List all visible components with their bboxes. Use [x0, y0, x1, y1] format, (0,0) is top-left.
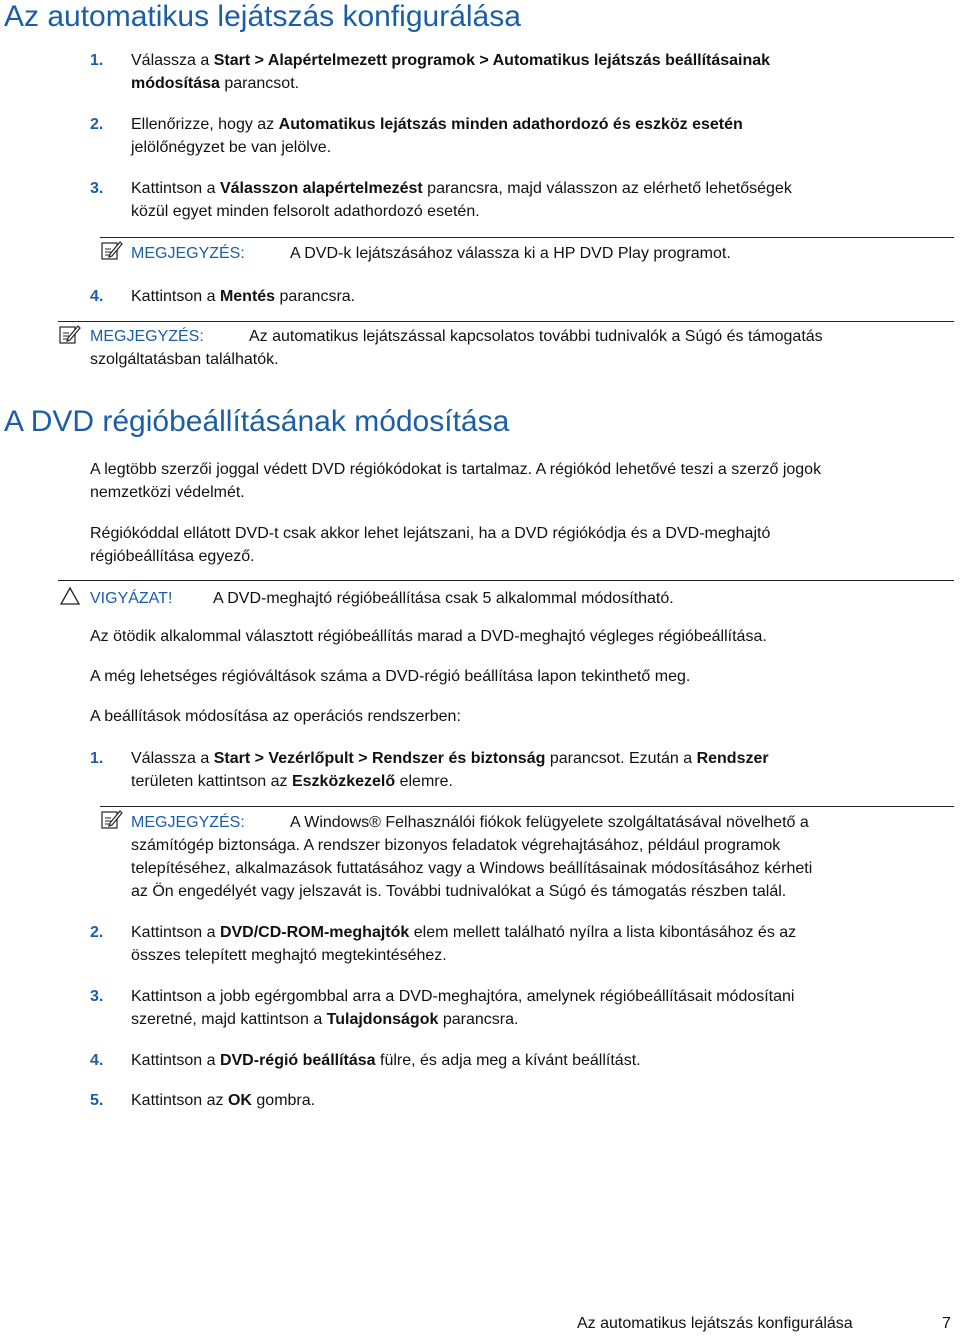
- note-pencil-icon: [59, 323, 81, 345]
- note-rule: [100, 806, 954, 807]
- paragraph: A beállítások módosítása az operációs rendszerben:: [90, 708, 461, 725]
- step-number: 1.: [90, 52, 104, 69]
- step-text: Kattintson a jobb egérgombbal arra a DVD-meghajtóra, amelynek régióbeállításait módosítani: [131, 988, 795, 1005]
- paragraph: régióbeállítása egyező.: [90, 548, 255, 565]
- step-text: Kattintson a DVD-régió beállítása fülre, és adja meg a kívánt beállítást.: [131, 1052, 641, 1069]
- page-number: 7: [942, 1315, 951, 1332]
- step-number: 3.: [90, 180, 104, 197]
- step-text: Kattintson a DVD/CD-ROM-meghajtók elem mellett található nyílra a lista kibontásához és az: [131, 924, 797, 941]
- step-text: szeretné, majd kattintson a Tulajdonságok parancsra.: [131, 1011, 519, 1028]
- note-text: A DVD-k lejátszásához válassza ki a HP DVD Play programot.: [290, 245, 731, 262]
- note-text: az Ön engedélyét vagy jelszavát is. További tudnivalókat a Súgó és támogatás részben talál.: [131, 883, 787, 900]
- note-text: telepítéséhez, alkalmazások futtatásához vagy a Windows beállításainak módosításához kérheti: [131, 860, 813, 877]
- step-text: jelölőnégyzet be van jelölve.: [131, 139, 332, 156]
- caution-text: A DVD-meghajtó régióbeállítása csak 5 alkalommal módosítható.: [213, 590, 674, 607]
- step-number: 5.: [90, 1092, 104, 1109]
- note-rule: [58, 321, 954, 322]
- step-text: Válassza a Start > Alapértelmezett programok > Automatikus lejátszás beállításainak: [131, 52, 771, 69]
- step-number: 4.: [90, 288, 104, 305]
- paragraph: Régiókóddal ellátott DVD-t csak akkor lehet lejátszani, ha a DVD régiókódja és a DVD-meghajtó: [90, 525, 771, 542]
- step-number: 2.: [90, 116, 104, 133]
- note-label: MEGJEGYZÉS:: [131, 245, 245, 262]
- step-number: 2.: [90, 924, 104, 941]
- section-title-dvd-region: A DVD régióbeállításának módosítása: [4, 405, 510, 438]
- step-text: Ellenőrizze, hogy az Automatikus lejátszás minden adathordozó és eszköz esetén: [131, 116, 743, 133]
- step-number: 4.: [90, 1052, 104, 1069]
- note-text: szolgáltatásban találhatók.: [90, 351, 279, 368]
- section-title-autoplay: Az automatikus lejátszás konfigurálása: [4, 0, 521, 33]
- note-text: számítógép biztonsága. A rendszer bizonyos feladatok végrehajtásához, például programok: [131, 837, 781, 854]
- step-text: Kattintson a Válasszon alapértelmezést parancsra, majd válasszon az elérhető lehetőségek: [131, 180, 792, 197]
- note-rule: [100, 237, 954, 238]
- step-text: Válassza a Start > Vezérlőpult > Rendszer és biztonság parancsot. Ezután a Rendszer: [131, 750, 769, 767]
- step-text: területen kattintson az Eszközkezelő elemre.: [131, 773, 453, 790]
- paragraph: Az ötödik alkalommal választott régióbeállítás marad a DVD-meghajtó végleges régióbeállítása.: [90, 628, 767, 645]
- step-text: összes telepített meghajtó megtekintéséhez.: [131, 947, 447, 964]
- footer-title: Az automatikus lejátszás konfigurálása: [577, 1315, 853, 1332]
- note-text: Az automatikus lejátszással kapcsolatos további tudnivalók a Súgó és támogatás: [249, 328, 823, 345]
- step-number: 3.: [90, 988, 104, 1005]
- caution-label: VIGYÁZAT!: [90, 590, 173, 607]
- step-text: Kattintson az OK gombra.: [131, 1092, 316, 1109]
- paragraph: A még lehetséges régióváltások száma a DVD-régió beállítása lapon tekinthető meg.: [90, 668, 691, 685]
- note-label: MEGJEGYZÉS:: [131, 814, 245, 831]
- note-text: A Windows® Felhasználói fiókok felügyelete szolgáltatásával növelhető a: [290, 814, 809, 831]
- paragraph: nemzetközi védelmét.: [90, 484, 245, 501]
- step-number: 1.: [90, 750, 104, 767]
- note-label: MEGJEGYZÉS:: [90, 328, 204, 345]
- paragraph: A legtöbb szerzői joggal védett DVD régiókódokat is tartalmaz. A régiókód lehetővé teszi a szerző jogok: [90, 461, 822, 478]
- step-text: módosítása parancsot.: [131, 75, 300, 92]
- step-text: közül egyet minden felsorolt adathordozó esetén.: [131, 203, 480, 220]
- note-pencil-icon: [101, 808, 123, 830]
- caution-triangle-icon: [59, 586, 81, 606]
- step-text: Kattintson a Mentés parancsra.: [131, 288, 356, 305]
- caution-rule: [58, 580, 954, 581]
- note-pencil-icon: [101, 239, 123, 261]
